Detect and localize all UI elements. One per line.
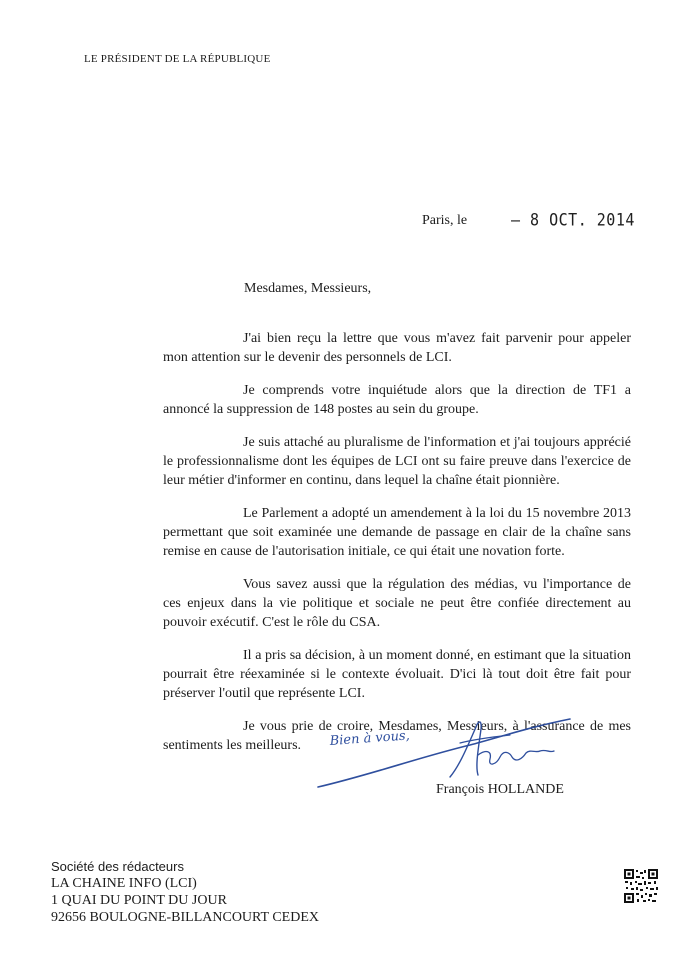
recipient-address: [51, 858, 319, 926]
qr-code-icon: [623, 868, 659, 904]
paragraph-4: Le Parlement a adopté un amendement à la loi du 15 novembre 2013 permettant que soit examinée une demande de passage en clair de la chaîne sans remise en cause de l'autorisation initiale, ce qui était une novation forte.: [163, 506, 631, 559]
address-line-4: 92656 BOULOGNE-BILLANCOURT CEDEX: [51, 910, 319, 925]
paragraph-3: Je suis attaché au pluralisme de l'information et j'ai toujours apprécié le professionnalisme dont les équipes de LCI ont su faire preuve dans l'exercice de leur métier d'informer en continu, dans lequel la chaîne était pionnière.: [163, 435, 631, 488]
address-line-2: LA CHAINE INFO (LCI): [51, 876, 197, 891]
letter-body: [163, 329, 631, 769]
salutation: Mesdames, Messieurs,: [244, 281, 372, 296]
address-line-3: 1 QUAI DU POINT DU JOUR: [51, 893, 227, 908]
address-line-1: Société des rédacteurs: [51, 859, 184, 874]
letterhead-title: LE PRÉSIDENT DE LA RÉPUBLIQUE: [84, 53, 271, 65]
paragraph-5: Vous savez aussi que la régulation des médias, vu l'importance de ces enjeux dans la vie politique et sociale ne peut être confiée directement au pouvoir exécutif. C'est le rôle du CSA.: [163, 577, 631, 630]
handwritten-note: Bien à vous,: [329, 728, 411, 749]
paragraph-6: Il a pris sa décision, à un moment donné, en estimant que la situation pourrait être réexaminée si le contexte évoluait. D'ici là tout doit être fait pour préserver l'outil que représente LCI.: [163, 648, 631, 701]
paragraph-1: J'ai bien reçu la lettre que vous m'avez fait parvenir pour appeler mon attention sur le devenir des personnels de LCI.: [163, 331, 631, 365]
signer-name: François HOLLANDE: [436, 782, 564, 797]
date-place: Paris, le: [422, 213, 468, 228]
date-stamp: – 8 OCT. 2014: [511, 209, 635, 231]
paragraph-7: Je vous prie de croire, Mesdames, Messieurs, à l'assurance de mes sentiments les meilleurs.: [163, 719, 631, 753]
paragraph-2: Je comprends votre inquiétude alors que la direction de TF1 a annoncé la suppression de 148 postes au sein du groupe.: [163, 383, 631, 417]
